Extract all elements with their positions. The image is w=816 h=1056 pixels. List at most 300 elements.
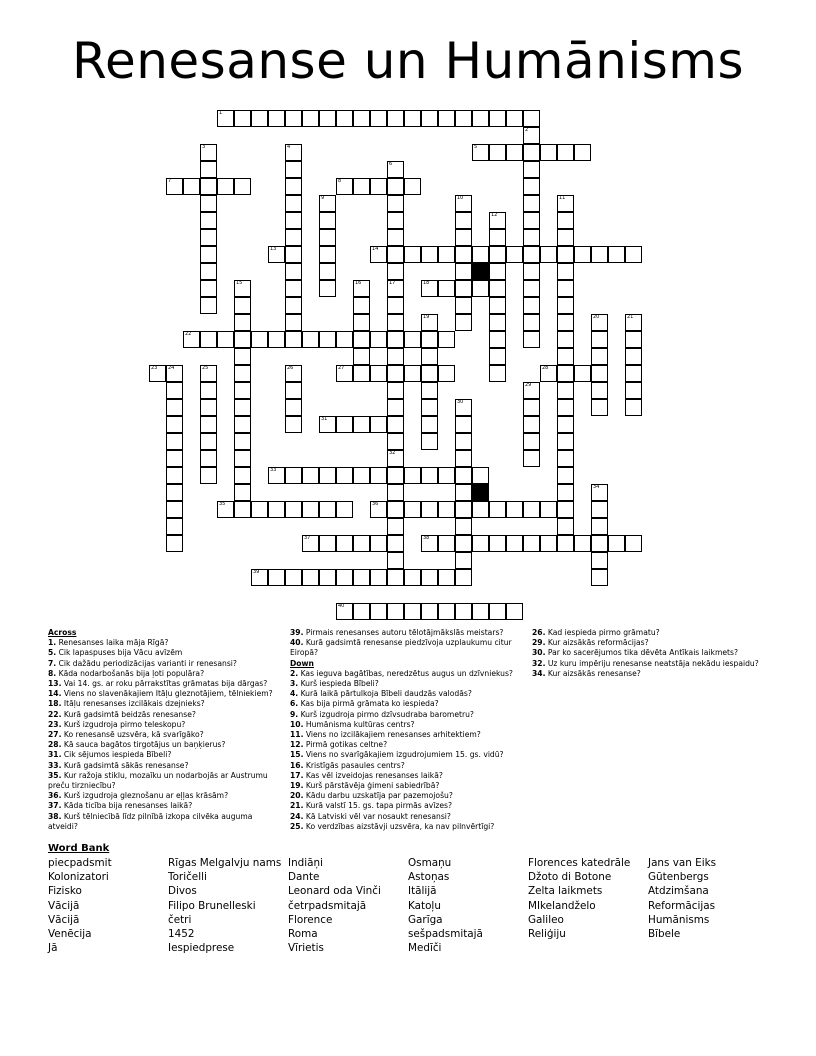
crossword-cell[interactable] (166, 501, 183, 518)
crossword-cell[interactable] (166, 518, 183, 535)
crossword-cell[interactable] (353, 603, 370, 620)
crossword-cell[interactable] (285, 297, 302, 314)
crossword-cell[interactable] (489, 348, 506, 365)
crossword-cell[interactable] (387, 399, 404, 416)
crossword-cell[interactable] (251, 331, 268, 348)
crossword-cell[interactable] (557, 297, 574, 314)
crossword-cell[interactable] (540, 246, 557, 263)
crossword-cell[interactable] (455, 467, 472, 484)
crossword-cell[interactable] (370, 331, 387, 348)
crossword-cell[interactable] (336, 331, 353, 348)
crossword-cell[interactable] (557, 416, 574, 433)
crossword-cell[interactable] (200, 195, 217, 212)
crossword-cell[interactable] (557, 484, 574, 501)
crossword-cell[interactable] (353, 365, 370, 382)
crossword-cell[interactable] (489, 280, 506, 297)
crossword-cell[interactable] (353, 331, 370, 348)
crossword-cell[interactable] (166, 535, 183, 552)
crossword-cell[interactable] (506, 144, 523, 161)
crossword-cell[interactable] (455, 229, 472, 246)
crossword-cell[interactable] (421, 110, 438, 127)
crossword-cell[interactable] (387, 484, 404, 501)
crossword-cell[interactable] (557, 229, 574, 246)
crossword-cell[interactable] (285, 467, 302, 484)
crossword-cell[interactable] (455, 110, 472, 127)
crossword-cell[interactable] (472, 280, 489, 297)
crossword-cell[interactable] (285, 382, 302, 399)
crossword-cell[interactable] (319, 229, 336, 246)
crossword-cell[interactable] (574, 144, 591, 161)
crossword-cell[interactable] (200, 280, 217, 297)
crossword-cell[interactable] (421, 501, 438, 518)
crossword-cell[interactable] (557, 518, 574, 535)
crossword-cell[interactable] (387, 416, 404, 433)
crossword-cell[interactable] (625, 382, 642, 399)
crossword-cell[interactable] (455, 603, 472, 620)
crossword-cell[interactable] (370, 365, 387, 382)
crossword-cell[interactable] (336, 501, 353, 518)
crossword-cell[interactable] (404, 365, 421, 382)
crossword-cell[interactable] (489, 110, 506, 127)
crossword-cell[interactable] (472, 501, 489, 518)
crossword-cell[interactable] (285, 501, 302, 518)
crossword-cell[interactable] (557, 382, 574, 399)
crossword-cell[interactable] (489, 603, 506, 620)
crossword-cell[interactable] (166, 450, 183, 467)
crossword-cell[interactable] (455, 569, 472, 586)
crossword-cell[interactable] (200, 433, 217, 450)
crossword-cell[interactable] (234, 348, 251, 365)
crossword-cell[interactable] (319, 569, 336, 586)
down-clue (290, 699, 522, 709)
crossword-cell[interactable] (387, 501, 404, 518)
crossword-cell[interactable] (438, 569, 455, 586)
crossword-cell[interactable] (455, 297, 472, 314)
crossword-cell[interactable] (319, 212, 336, 229)
crossword-cell[interactable] (506, 501, 523, 518)
crossword-cell[interactable] (200, 399, 217, 416)
crossword-cell[interactable] (523, 161, 540, 178)
crossword-cell[interactable] (336, 416, 353, 433)
crossword-cell[interactable] (557, 365, 574, 382)
crossword-cell[interactable] (472, 535, 489, 552)
crossword-cell[interactable] (404, 246, 421, 263)
crossword-cell[interactable] (455, 518, 472, 535)
crossword-cell[interactable] (523, 280, 540, 297)
crossword-cell[interactable] (404, 569, 421, 586)
crossword-cell[interactable] (455, 552, 472, 569)
crossword-cell[interactable] (353, 110, 370, 127)
crossword-cell[interactable] (472, 246, 489, 263)
crossword-cell[interactable] (370, 178, 387, 195)
crossword-cell[interactable] (285, 161, 302, 178)
crossword-cell[interactable] (455, 212, 472, 229)
crossword-cell[interactable] (455, 314, 472, 331)
crossword-cell[interactable] (591, 501, 608, 518)
crossword-cell[interactable] (353, 416, 370, 433)
clue-number: 15. (290, 750, 304, 760)
crossword-cell[interactable] (217, 178, 234, 195)
crossword-cell[interactable] (285, 229, 302, 246)
crossword-cell[interactable] (353, 314, 370, 331)
crossword-cell[interactable] (234, 450, 251, 467)
crossword-cell[interactable] (387, 331, 404, 348)
clues-column-2 (290, 628, 522, 832)
crossword-cell[interactable] (319, 535, 336, 552)
crossword-cell[interactable] (472, 110, 489, 127)
crossword-cell[interactable] (200, 467, 217, 484)
crossword-cell[interactable] (285, 178, 302, 195)
crossword-cell[interactable] (574, 535, 591, 552)
crossword-cell[interactable] (421, 348, 438, 365)
crossword-cell[interactable] (302, 569, 319, 586)
crossword-cell[interactable] (523, 399, 540, 416)
crossword-cell[interactable] (387, 535, 404, 552)
crossword-cell[interactable] (200, 212, 217, 229)
crossword-cell[interactable] (591, 552, 608, 569)
crossword-cell[interactable] (404, 331, 421, 348)
crossword-cell[interactable] (506, 246, 523, 263)
crossword-cell[interactable] (302, 110, 319, 127)
crossword-cell[interactable] (489, 535, 506, 552)
crossword-cell[interactable] (489, 144, 506, 161)
crossword-cell[interactable] (387, 467, 404, 484)
crossword-cell[interactable] (557, 467, 574, 484)
crossword-cell[interactable] (370, 535, 387, 552)
crossword-cell[interactable] (557, 450, 574, 467)
crossword-cell-number: 33 (270, 467, 277, 473)
crossword-cell[interactable] (455, 416, 472, 433)
crossword-cell[interactable] (625, 331, 642, 348)
crossword-cell[interactable] (234, 110, 251, 127)
crossword-cell[interactable] (183, 178, 200, 195)
crossword-cell[interactable] (455, 501, 472, 518)
crossword-cell[interactable] (523, 416, 540, 433)
crossword-cell[interactable] (336, 467, 353, 484)
crossword-cell[interactable] (625, 365, 642, 382)
across-clue (48, 761, 280, 771)
crossword-cell[interactable] (455, 450, 472, 467)
crossword-cell[interactable] (404, 178, 421, 195)
crossword-cell[interactable] (353, 569, 370, 586)
across-clue (290, 628, 522, 638)
crossword-cell[interactable] (370, 416, 387, 433)
crossword-cell[interactable] (574, 365, 591, 382)
crossword-cell[interactable] (489, 246, 506, 263)
crossword-cell[interactable] (523, 314, 540, 331)
crossword-cell[interactable] (285, 246, 302, 263)
crossword-cell[interactable] (336, 569, 353, 586)
crossword-cell[interactable] (438, 501, 455, 518)
crossword-cell[interactable] (285, 280, 302, 297)
crossword-cell[interactable] (285, 110, 302, 127)
crossword-cell[interactable] (319, 280, 336, 297)
crossword-cell[interactable] (489, 365, 506, 382)
crossword-cell[interactable] (438, 331, 455, 348)
crossword-cell[interactable] (251, 501, 268, 518)
across-clue (48, 699, 280, 709)
word-bank-item: Iespiedprese (168, 942, 235, 955)
across-clue (48, 812, 280, 832)
crossword-cell[interactable] (387, 110, 404, 127)
crossword-cell[interactable] (557, 246, 574, 263)
crossword-cell-number: 27 (338, 365, 345, 371)
crossword-cell[interactable] (166, 416, 183, 433)
crossword-cell[interactable] (387, 569, 404, 586)
crossword-cell[interactable] (438, 467, 455, 484)
crossword-cell[interactable] (234, 484, 251, 501)
crossword-cell[interactable] (234, 297, 251, 314)
crossword-cell[interactable] (319, 467, 336, 484)
crossword-cell[interactable] (387, 195, 404, 212)
crossword-cell[interactable] (234, 382, 251, 399)
crossword-cell[interactable] (523, 110, 540, 127)
crossword-cell[interactable] (370, 569, 387, 586)
crossword-cell[interactable] (591, 382, 608, 399)
crossword-cell[interactable] (404, 501, 421, 518)
crossword-cell[interactable] (234, 178, 251, 195)
crossword-cell[interactable] (591, 518, 608, 535)
crossword-cell[interactable] (591, 348, 608, 365)
crossword-cell[interactable] (404, 603, 421, 620)
crossword-cell[interactable] (200, 382, 217, 399)
crossword-cell[interactable] (506, 603, 523, 620)
clue-text: Kurā laikā pārtulkoja Bībeli daudzās valodās? (298, 689, 472, 699)
word-bank-item: 1452 (168, 927, 195, 940)
crossword-cell[interactable] (166, 484, 183, 501)
crossword-cell[interactable] (251, 110, 268, 127)
crossword-cell[interactable] (557, 331, 574, 348)
crossword-cell[interactable] (387, 246, 404, 263)
crossword-cell[interactable] (421, 399, 438, 416)
crossword-cell[interactable] (268, 331, 285, 348)
crossword-cell[interactable] (285, 331, 302, 348)
crossword-cell[interactable] (319, 501, 336, 518)
crossword-cell[interactable] (523, 246, 540, 263)
clue-text: Kas ieguva bagātības, neredzētus augus un dzīvniekus? (298, 668, 513, 678)
crossword-cell[interactable] (557, 263, 574, 280)
crossword-cell[interactable] (370, 603, 387, 620)
crossword-cell[interactable] (438, 110, 455, 127)
crossword-cell[interactable] (387, 297, 404, 314)
crossword-cell[interactable] (268, 501, 285, 518)
crossword-cell[interactable] (523, 331, 540, 348)
crossword-cell[interactable] (455, 280, 472, 297)
crossword-cell[interactable] (591, 569, 608, 586)
crossword-cell[interactable] (540, 144, 557, 161)
crossword-cell[interactable] (200, 246, 217, 263)
crossword-cell[interactable] (319, 263, 336, 280)
crossword-cell[interactable] (285, 399, 302, 416)
crossword-cell[interactable] (387, 382, 404, 399)
down-clue (532, 638, 772, 648)
crossword-cell[interactable] (421, 246, 438, 263)
crossword-cell[interactable] (285, 195, 302, 212)
crossword-cell[interactable] (166, 399, 183, 416)
crossword-cell[interactable] (523, 195, 540, 212)
crossword-cell[interactable] (336, 110, 353, 127)
crossword-cell[interactable] (421, 331, 438, 348)
crossword-cell[interactable] (472, 467, 489, 484)
crossword-cell[interactable] (285, 416, 302, 433)
crossword-cell[interactable] (234, 467, 251, 484)
crossword-cell[interactable] (387, 365, 404, 382)
crossword-cell[interactable] (200, 263, 217, 280)
crossword-cell[interactable] (591, 246, 608, 263)
crossword-cell[interactable] (285, 212, 302, 229)
crossword-cell[interactable] (591, 399, 608, 416)
crossword-cell[interactable] (200, 416, 217, 433)
crossword-cell[interactable] (506, 535, 523, 552)
crossword-cell[interactable] (234, 331, 251, 348)
crossword-cell[interactable] (387, 348, 404, 365)
crossword-cell[interactable] (285, 569, 302, 586)
crossword-cell[interactable] (302, 467, 319, 484)
crossword-cell[interactable] (268, 110, 285, 127)
crossword-cell[interactable] (353, 535, 370, 552)
crossword-cell[interactable] (421, 467, 438, 484)
crossword-cell[interactable] (591, 365, 608, 382)
crossword-cell[interactable] (574, 246, 591, 263)
crossword-cell[interactable] (268, 569, 285, 586)
crossword-cell[interactable] (319, 246, 336, 263)
crossword-cell[interactable] (319, 331, 336, 348)
crossword-cell[interactable] (200, 161, 217, 178)
crossword-cell[interactable] (166, 467, 183, 484)
crossword-cell[interactable] (523, 297, 540, 314)
crossword-cell[interactable] (523, 450, 540, 467)
crossword-cell[interactable] (506, 110, 523, 127)
clue-text: Pirmā gotikas celtne? (303, 740, 388, 750)
crossword-cell[interactable] (200, 450, 217, 467)
crossword-cell[interactable] (421, 603, 438, 620)
crossword-cell[interactable] (557, 212, 574, 229)
crossword-cell[interactable] (387, 603, 404, 620)
crossword-cell[interactable] (234, 433, 251, 450)
crossword-cell[interactable] (438, 603, 455, 620)
crossword-cell[interactable] (404, 110, 421, 127)
crossword-cell[interactable] (336, 535, 353, 552)
crossword-cell[interactable] (370, 467, 387, 484)
crossword-cell[interactable] (591, 331, 608, 348)
crossword-cell[interactable] (523, 501, 540, 518)
crossword-cell[interactable] (608, 535, 625, 552)
crossword-cell[interactable] (387, 178, 404, 195)
crossword-cell[interactable] (438, 365, 455, 382)
crossword-cell[interactable] (438, 246, 455, 263)
crossword-cell[interactable] (234, 314, 251, 331)
crossword-cell[interactable] (387, 263, 404, 280)
crossword-cell[interactable] (166, 382, 183, 399)
crossword-cell[interactable] (387, 552, 404, 569)
crossword-cell[interactable] (557, 433, 574, 450)
crossword-cell[interactable] (557, 280, 574, 297)
crossword-cell[interactable] (591, 535, 608, 552)
crossword-cell[interactable] (353, 467, 370, 484)
crossword-cell[interactable] (217, 331, 234, 348)
crossword-cell[interactable] (234, 501, 251, 518)
crossword-cell[interactable] (608, 246, 625, 263)
crossword-cell[interactable] (455, 535, 472, 552)
crossword-cell[interactable] (557, 501, 574, 518)
crossword-cell[interactable] (353, 297, 370, 314)
crossword-cell[interactable] (523, 178, 540, 195)
crossword-cell[interactable] (625, 535, 642, 552)
crossword-cell[interactable] (455, 484, 472, 501)
crossword-cell[interactable] (523, 229, 540, 246)
crossword-cell[interactable] (438, 280, 455, 297)
crossword-cell[interactable] (353, 348, 370, 365)
crossword-cell[interactable] (557, 399, 574, 416)
crossword-cell[interactable] (302, 331, 319, 348)
crossword-cell[interactable] (234, 416, 251, 433)
crossword-cell[interactable] (523, 535, 540, 552)
crossword-cell[interactable] (421, 569, 438, 586)
crossword-cell[interactable] (234, 365, 251, 382)
crossword-cell[interactable] (455, 433, 472, 450)
crossword-cell[interactable] (387, 314, 404, 331)
crossword-cell[interactable] (387, 212, 404, 229)
crossword-cell[interactable] (625, 348, 642, 365)
crossword-cell[interactable] (489, 263, 506, 280)
crossword-cell[interactable] (557, 535, 574, 552)
crossword-cell[interactable] (489, 314, 506, 331)
crossword-cell[interactable] (200, 178, 217, 195)
crossword-cell[interactable] (472, 603, 489, 620)
crossword-cell[interactable] (455, 246, 472, 263)
crossword-cell[interactable] (234, 399, 251, 416)
crossword-cell[interactable] (489, 331, 506, 348)
crossword-cell[interactable] (438, 535, 455, 552)
crossword-cell[interactable] (540, 501, 557, 518)
crossword-cell[interactable] (421, 365, 438, 382)
crossword-cell[interactable] (523, 144, 540, 161)
crossword-cell[interactable] (166, 433, 183, 450)
crossword-cell[interactable] (523, 263, 540, 280)
crossword-cell[interactable] (302, 501, 319, 518)
crossword-cell[interactable] (387, 229, 404, 246)
crossword-cell[interactable] (353, 178, 370, 195)
crossword-cell[interactable] (455, 263, 472, 280)
crossword-cell[interactable] (489, 501, 506, 518)
crossword-cell[interactable] (557, 144, 574, 161)
crossword-cell[interactable] (200, 229, 217, 246)
crossword-cell[interactable] (540, 535, 557, 552)
crossword-cell[interactable] (489, 297, 506, 314)
crossword-cell[interactable] (404, 467, 421, 484)
crossword-cell[interactable] (523, 212, 540, 229)
crossword-cell[interactable] (319, 110, 336, 127)
word-bank-item: Zelta laikmets (528, 885, 603, 898)
crossword-cell[interactable] (421, 382, 438, 399)
crossword-cell[interactable] (285, 263, 302, 280)
crossword-cell[interactable] (489, 229, 506, 246)
crossword-cell[interactable] (421, 433, 438, 450)
crossword-cell[interactable] (200, 331, 217, 348)
crossword-cell[interactable] (200, 297, 217, 314)
crossword-cell[interactable] (370, 110, 387, 127)
crossword-cell[interactable] (285, 314, 302, 331)
crossword-cell[interactable] (557, 314, 574, 331)
crossword-cell[interactable] (625, 399, 642, 416)
crossword-cell[interactable] (523, 433, 540, 450)
crossword-cell[interactable] (387, 433, 404, 450)
crossword-cell[interactable] (421, 416, 438, 433)
crossword-cell[interactable] (387, 518, 404, 535)
clue-text: Viens no izcilākajiem renesanses arhitektiem? (303, 730, 481, 740)
crossword-cell[interactable] (557, 348, 574, 365)
crossword-cell[interactable] (625, 246, 642, 263)
